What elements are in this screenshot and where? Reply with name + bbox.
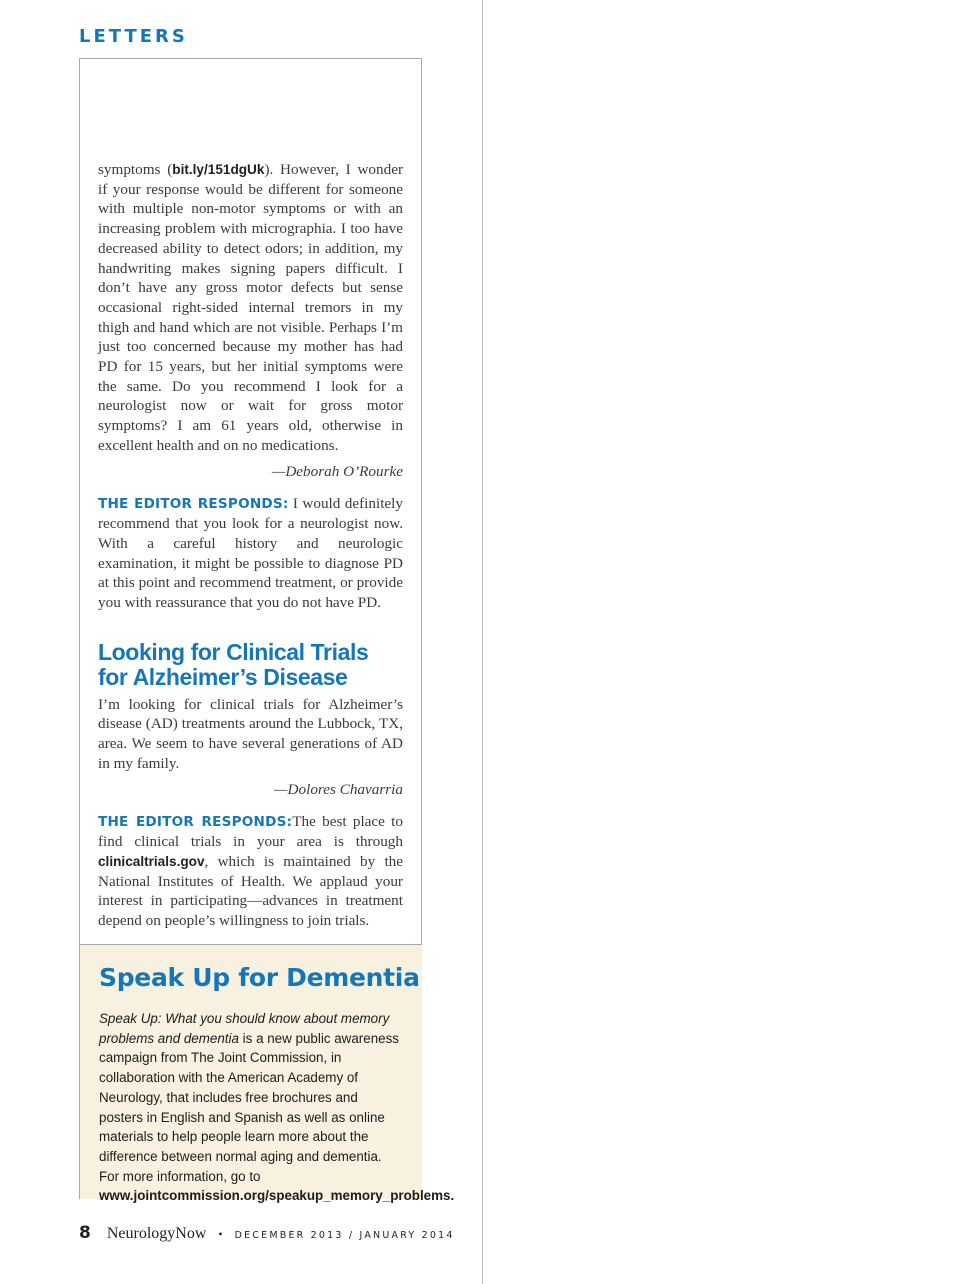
editor-response-2: THE EDITOR RESPONDS:The best place to find clinical trials in your area is through clinicaltrials.gov, which is maintained by the National Institutes of Health. We applaud your interest in participating—advances in treatment depend on people’s willingness to join trials. — [98, 812, 403, 930]
column-divider — [482, 0, 483, 1284]
letter-1-link[interactable]: bit.ly/151dgUk — [172, 162, 265, 177]
clinicaltrials-link[interactable]: clinicaltrials.gov — [98, 853, 205, 869]
letter-1-body: symptoms (bit.ly/151dgUk). However, I wonder if your response would be different for someone with multiple non-motor symptoms or with an increasing problem with micrographia. I too have decreased ability to detect odors; in addition, my handwriting makes signing papers difficult. I don’t have any gross motor defects but sense occasional right-sided internal tremors in my thigh and hand which are not visible. Perhaps I’m just too concerned because my mother has had PD for 15 years, but her initial symptoms were the same. Do you recommend I look for a neurologist now or wait for gross motor symptoms? I am 61 years old, otherwise in excellent health and on no medications. — [98, 161, 403, 454]
issue-date: DECEMBER 2013 / JANUARY 2014 — [234, 1230, 455, 1241]
section-label: LETTERS — [79, 26, 188, 47]
page-footer — [79, 1223, 455, 1247]
publication-name: NeurologyNow — [106, 1225, 207, 1242]
sidebar-title: Speak Up for Dementia — [99, 963, 420, 992]
letters-column — [98, 160, 403, 931]
jointcommission-link[interactable]: www.jointcommission.org/speakup_memory_problems — [99, 1188, 451, 1204]
page-number: 8 — [79, 1223, 91, 1243]
letter-2-signature: —Dolores Chavarria — [274, 780, 403, 798]
editor-label: THE EDITOR RESPONDS: — [98, 813, 293, 830]
letter-2-body: I’m looking for clinical trials for Alzheimer’s disease (AD) treatments around the Lubbock, TX, area. We seem to have several generations of AD in my family. — [98, 695, 403, 772]
sidebar-body: Speak Up: What you should know about memory problems and dementia is a new public awareness campaign from The Joint Commission, in collaboration with the American Academy of Neurology, that includes free brochures and posters in English and Spanish as well as online materials to help people learn more about the difference between normal aging and dementia. For more information, go to www.jointcommission.org/speakup_memory_problems. — [99, 1011, 455, 1204]
editor-label: THE EDITOR RESPONDS: — [98, 495, 289, 512]
footer-bullet: • — [218, 1227, 223, 1241]
speak-up-sidebar — [80, 944, 455, 1204]
letter-2-heading: Looking for Clinical Trials for Alzheimer’s Disease — [98, 638, 369, 690]
editor-response-1: THE EDITOR RESPONDS: I would definitely recommend that you look for a neurologist now. With a careful history and neurologic examination, it might be possible to diagnose PD at this point and recommend treatment, or provide you with reassurance that you do not have PD. — [98, 494, 403, 612]
letter-1-signature: —Deborah O’Rourke — [271, 462, 403, 480]
